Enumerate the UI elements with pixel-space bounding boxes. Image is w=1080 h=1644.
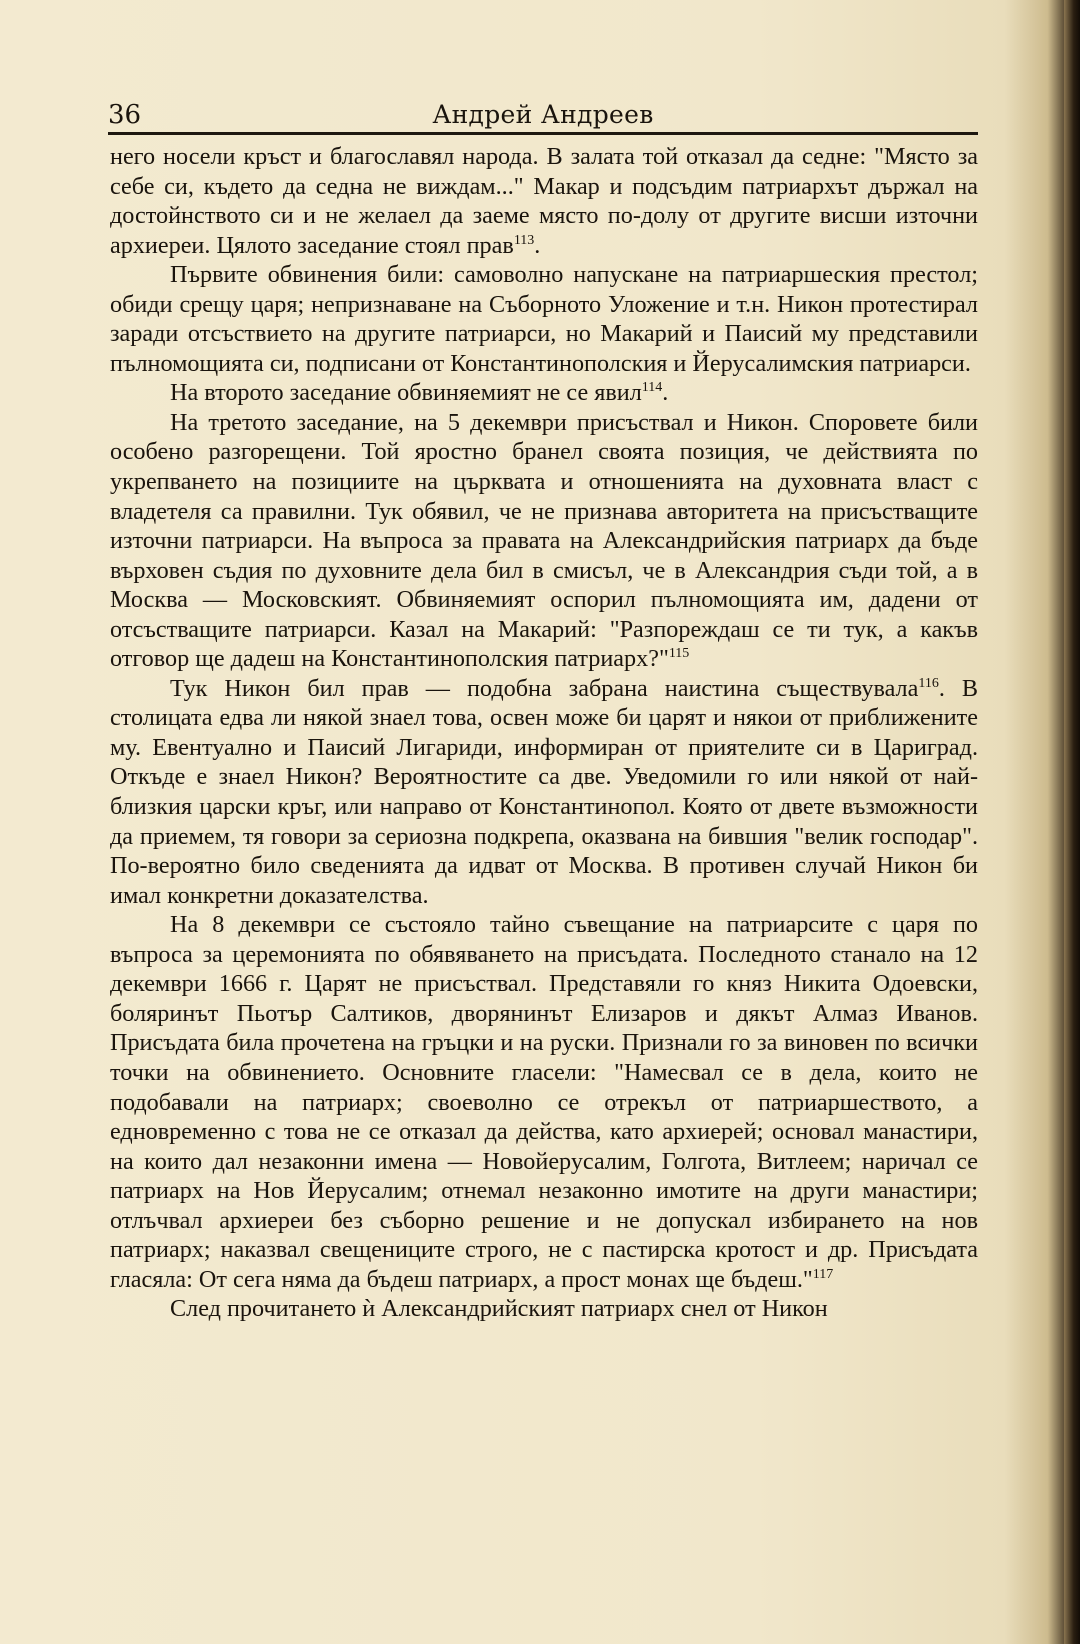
body-text xyxy=(110,142,978,1324)
paragraph: Първите обвинения били: самоволно напускане на патриаршеския престол; обиди срещу царя; непризнаване на Съборното Уложение и т.н. Никон протестирал заради отсъствието на другите патриарси, но Макарий и Паисий му представили пълномощията си, подписани от Константинополския и Йерусалимския патриарси. xyxy=(110,261,978,377)
footnote-ref[interactable]: 114 xyxy=(641,380,663,396)
footnote-ref[interactable]: 117 xyxy=(812,1266,834,1282)
paragraph: След прочитането ѝ Александрийският патриарх снел от Никон xyxy=(170,1295,828,1323)
paragraph: На второто заседание обвиняемият не се явил$^{114}$. xyxy=(170,379,669,407)
paragraph: Тук Никон бил прав — подобна забрана наистина съществувала$^{116}$. В столицата едва ли някой знаел това, освен може би царят и някои от приближените му. Евентуално и Паисий Лигариди, информиран от приятелите си в Цариград. Откъде е знаел Никон? Вероятностите са две. Уведомили го или някой от най-близкия царски кръг, или направо от Константинопол. Която от двете възможности да приемем, тя говори за сериозна подкрепа, оказвана на бившия "велик господар". По-вероятно било сведенията да идват от Москва. В противен случай Никон би имал конкретни доказателства. xyxy=(110,674,979,909)
header-rule xyxy=(108,132,978,135)
footnote-ref[interactable]: 113 xyxy=(513,232,535,248)
page-header xyxy=(108,95,978,135)
paragraph: На 8 декември се състояло тайно съвещание на патриарсите с царя по въпроса за церемонията по обявяването на присъдата. Последното станало на 12 декември 1666 г. Царят не присъствал. Представяли го княз Никита Одоевски, боляринът Пьотър Салтиков, дворянинът Елизаров и дякът Алмаз Иванов. Присъдата била прочетена на гръцки и на руски. Признали го за виновен по всички точки на обвинението. Основните гласели: "Намесвал се в дела, които не подобавали на патриарх; своеволно се отрекъл от патриаршеството, а едновременно с това не се отказал да действа, като архиерей; основал манастири, на които дал незаконни имена — Новойерусалим, Голгота, Витлеем; наричал се патриарх на Нов Йерусалим; отнемал незаконно имотите на други манастири; отлъчвал архиереи без съборно решение и не допускал избирането на нов патриарх; наказвал свещениците строго, не с пастирска кротост и др. Присъдата гласяла: От сега няма да бъдеш патриарх, а прост монах ще бъдеш."$^{117}$ xyxy=(110,911,978,1293)
page-number: 36 xyxy=(108,100,142,130)
book-spine-shadow xyxy=(1064,0,1080,1644)
footnote-ref[interactable]: 116 xyxy=(918,675,939,691)
paragraph: На третото заседание, на 5 декември присъствал и Никон. Споровете били особено разгорещени. Той яростно бранел своята позиция, че действията по укрепването на позициите на църквата и отношенията на духовната власт с владетеля са правилни. Тук обявил, че не признава авторитета на присъстващите източни патриарси. На въпроса за правата на Александрийския патриарх да бъде върховен съдия по духовните дела бил в смисъл, че в Александрия съди той, а в Москва — Московският. Обвиняемият оспорил пълномощията им, дадени от отсъстващите патриарси. Казал на Макарий: "Разпореждаш се ти тук, а какъв отговор ще дадеш на Константинополския патриарх?"$^{115}$ xyxy=(110,408,978,673)
footnote-ref[interactable]: 115 xyxy=(668,646,690,662)
running-title: Андрей Андреев xyxy=(432,100,654,129)
paragraph: него носели кръст и благославял народа. В залата той отказал да седне: "Място за себе си, където да седна не виждам..." Макар и подсъдим патриархът държал на достойнството си и не желаел да заеме място по-долу от другите висши източни архиереи. Цялото заседание стоял прав$^{113}$. xyxy=(110,143,978,259)
